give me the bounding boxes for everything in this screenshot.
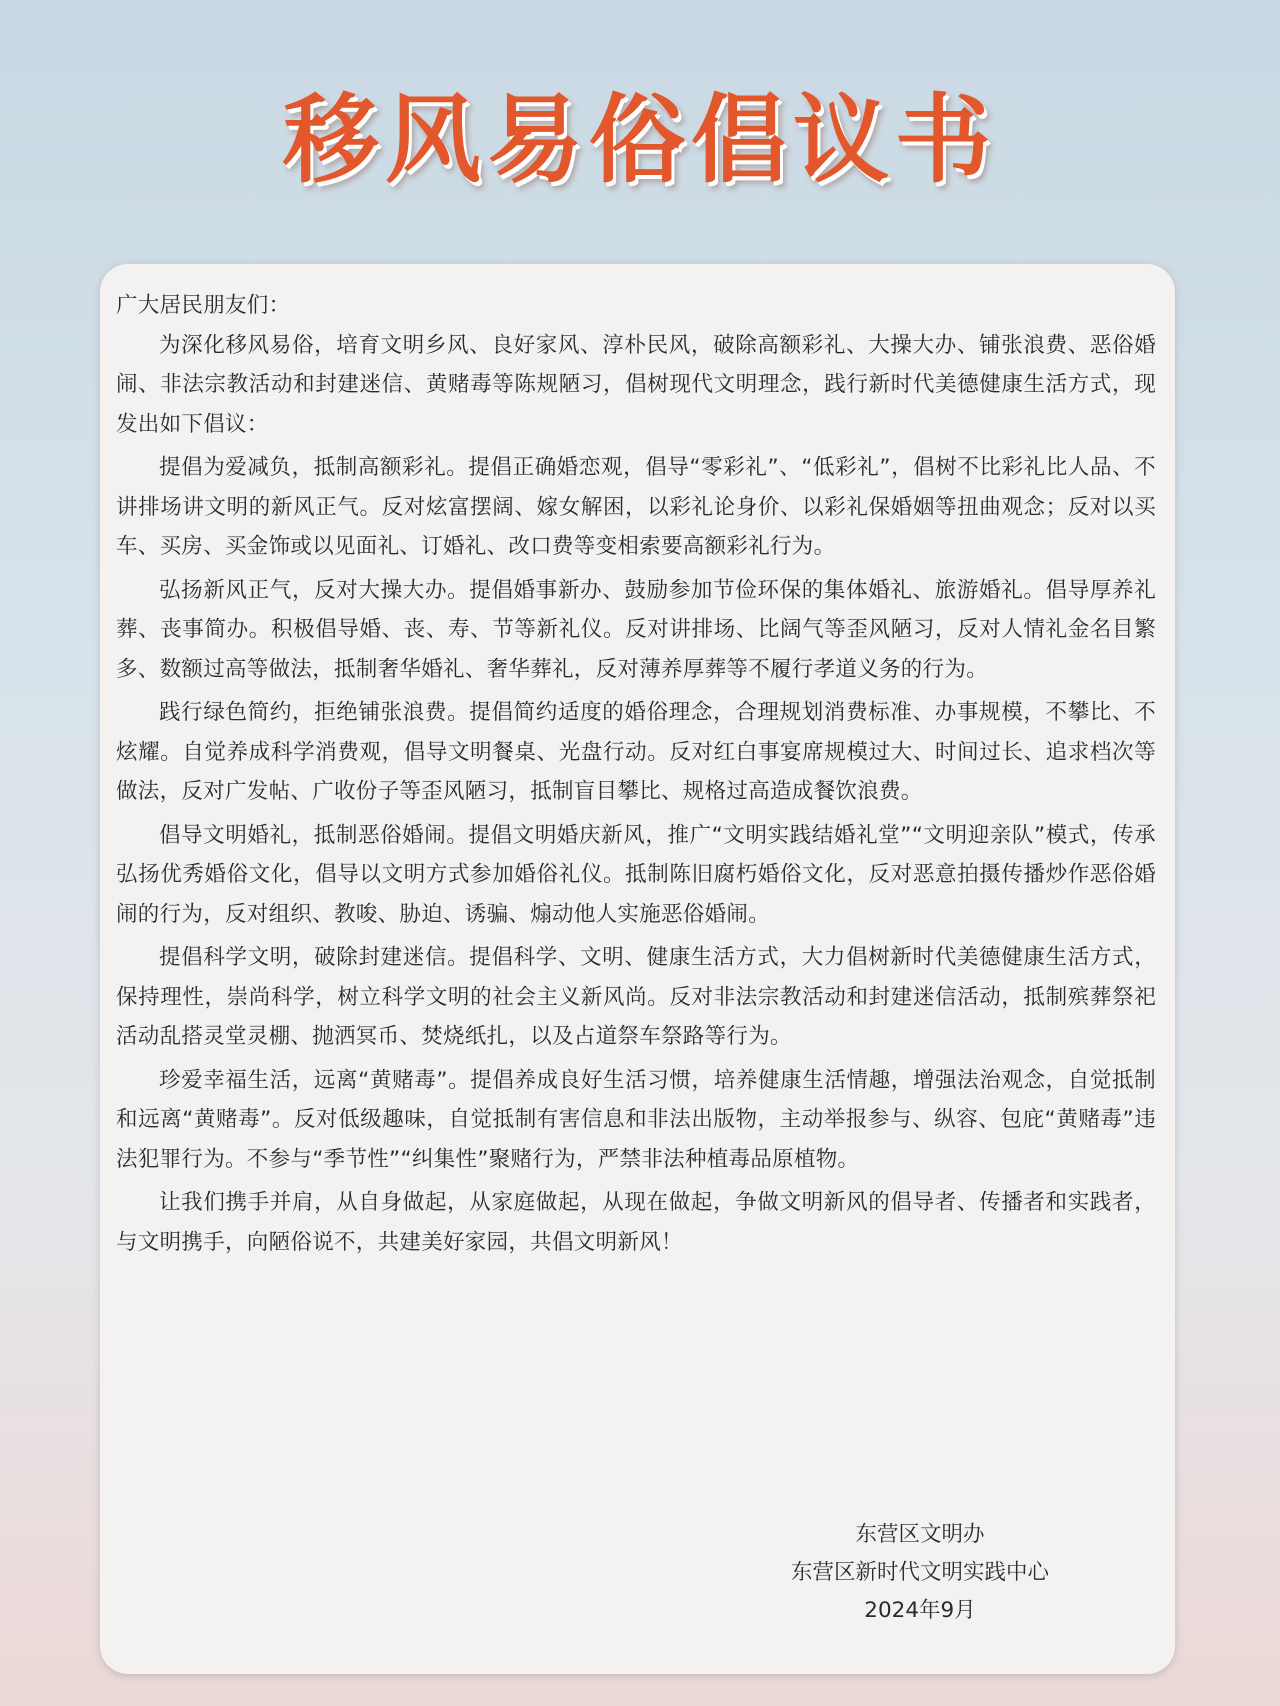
paragraph-closing: 让我们携手并肩，从自身做起，从家庭做起，从现在做起，争做文明新风的倡导者、传播者和实践者，与文明携手，向陋俗说不，共建美好家园，共倡文明新风！	[116, 1190, 1156, 1255]
paragraph-bride-price: 提倡为爱减负，抵制高额彩礼。提倡正确婚恋观，倡导“零彩礼”、“低彩礼”，倡树不比彩礼比人品、不讲排场讲文明的新风正气。反对炫富摆阔、嫁女解困，以彩礼论身价、以彩礼保婚姻等扭曲观念；反对以买车、买房、买金饰或以见面礼、订婚礼、改口费等变相索要高额彩礼行为。	[116, 455, 1156, 559]
proposal-body	[116, 286, 1156, 1266]
signature-block	[770, 1516, 1070, 1630]
paragraph-intro: 为深化移风易俗，培育文明乡风、良好家风、淳朴民风，破除高额彩礼、大操大办、铺张浪费、恶俗婚闹、非法宗教活动和封建迷信、黄赌毒等陈规陋习，倡树现代文明理念，践行新时代美德健康生活方式，现发出如下倡议：	[116, 332, 1156, 437]
paragraph-waste: 践行绿色简约，拒绝铺张浪费。提倡简约适度的婚俗理念，合理规划消费标准、办事规模，不攀比、不炫耀。自觉养成科学消费观，倡导文明餐桌、光盘行动。反对红白事宴席规模过大、时间过长、追求档次等做法，反对广发帖、广收份子等歪风陋习，抵制盲目攀比、规格过高造成餐饮浪费。	[116, 700, 1156, 804]
proposal-paper	[100, 264, 1175, 1674]
paragraph-vice: 珍爱幸福生活，远离“黄赌毒”。提倡养成良好生活习惯，培养健康生活情趣，增强法治观念，自觉抵制和远离“黄赌毒”。反对低级趣味，自觉抵制有害信息和非法出版物，主动举报参与、纵容、包庇“黄赌毒”违法犯罪行为。不参与“季节性”“纠集性”聚赌行为，严禁非法种植毒品原植物。	[116, 1067, 1156, 1172]
paragraph-wedding-hazing: 倡导文明婚礼，抵制恶俗婚闹。提倡文明婚庆新风，推广“文明实践结婚礼堂”“文明迎亲队”模式，传承弘扬优秀婚俗文化，倡导以文明方式参加婚俗礼仪。抵制陈旧腐朽婚俗文化，反对恶意拍摄传播炒作恶俗婚闹的行为，反对组织、教唆、胁迫、诱骗、煽动他人实施恶俗婚闹。	[116, 822, 1156, 927]
paragraph-superstition: 提倡科学文明，破除封建迷信。提倡科学、文明、健康生活方式，大力倡树新时代美德健康生活方式，保持理性，崇尚科学，树立科学文明的社会主义新风尚。反对非法宗教活动和封建迷信活动，抵制殡葬祭祀活动乱搭灵堂灵棚、抛洒冥币、焚烧纸扎，以及占道祭车祭路等行为。	[116, 945, 1156, 1049]
signature-org-civilization-office: 东营区文明办	[855, 1522, 985, 1547]
document-title: 移风易俗倡议书	[283, 84, 997, 196]
paragraph-extravagance: 弘扬新风正气，反对大操大办。提倡婚事新办、鼓励参加节俭环保的集体婚礼、旅游婚礼。倡导厚养礼葬、丧事简办。积极倡导婚、丧、寿、节等新礼仪。反对讲排场、比阔气等歪风陋习，反对人情礼金名目繁多、数额过高等做法，抵制奢华婚礼、奢华葬礼，反对薄养厚葬等不履行孝道义务的行为。	[116, 577, 1156, 682]
greeting: 广大居民朋友们：	[116, 293, 291, 318]
signature-date: 2024年9月	[864, 1598, 976, 1623]
signature-org-practice-center: 东营区新时代文明实践中心	[790, 1560, 1049, 1585]
